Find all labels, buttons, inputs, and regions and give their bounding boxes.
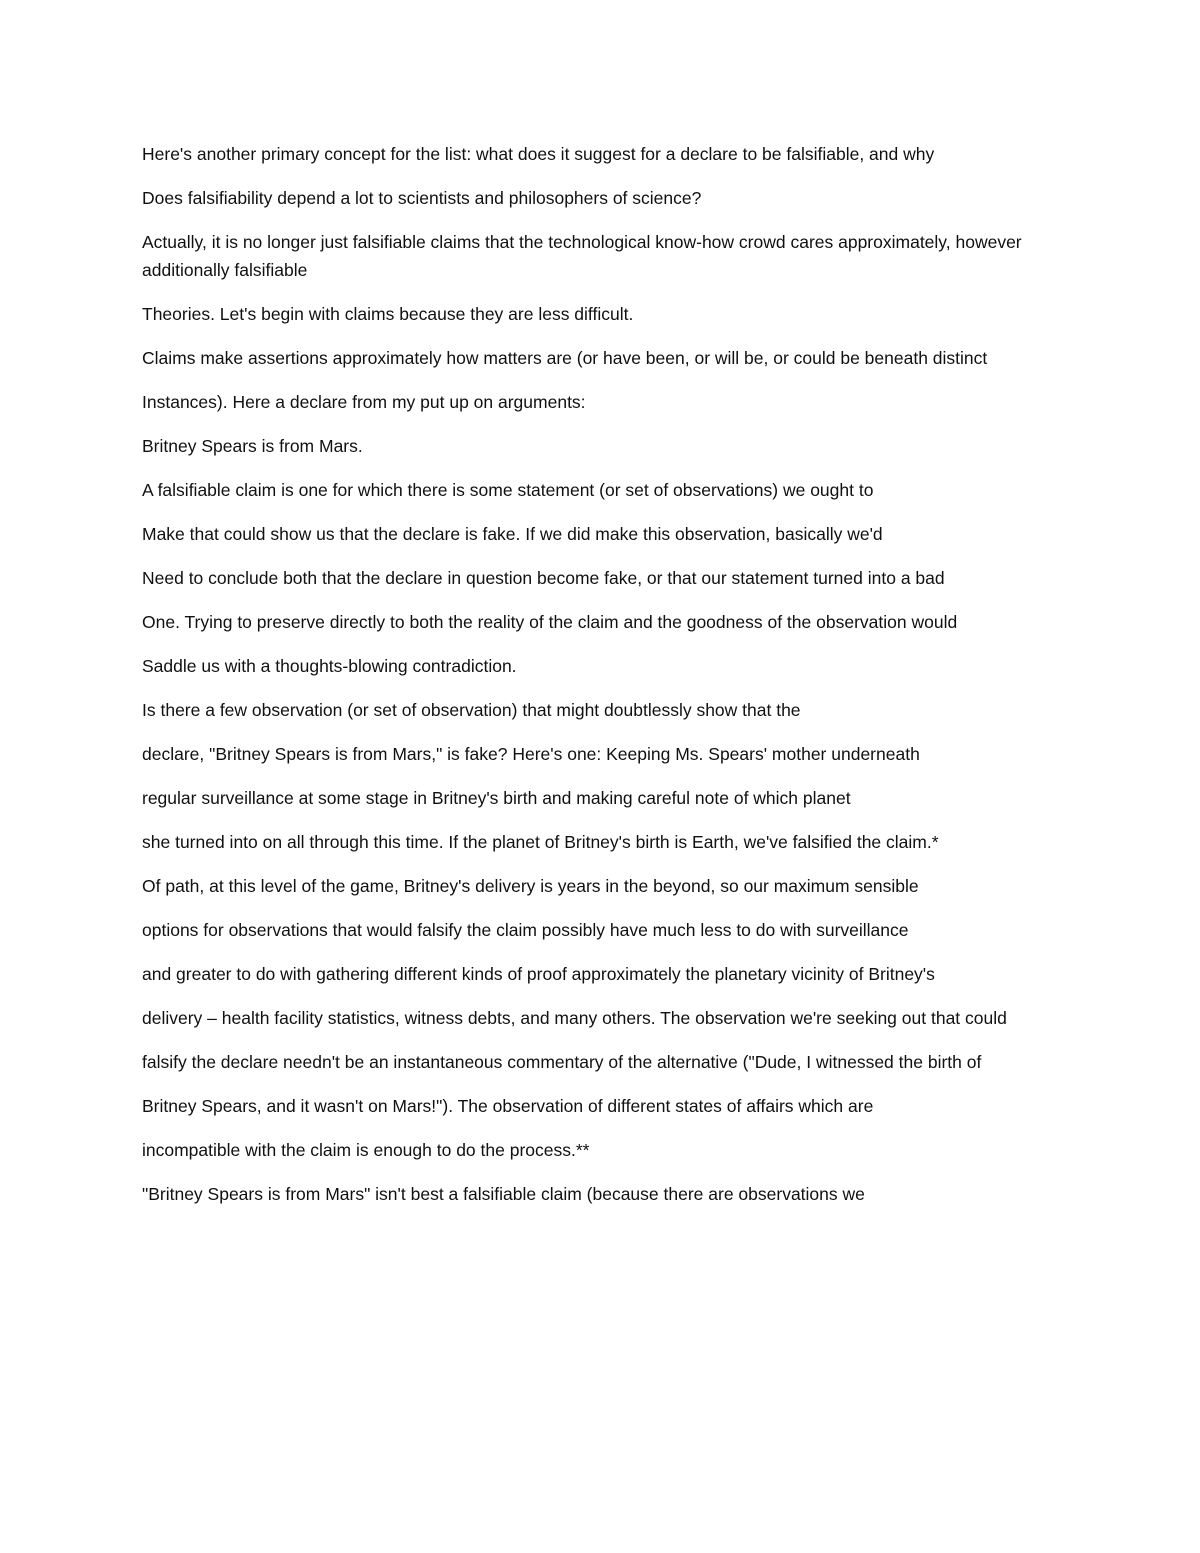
paragraph: Is there a few observation (or set of observation) that might doubtlessly show that the bbox=[142, 700, 801, 720]
paragraph: delivery – health facility statistics, witness debts, and many others. The observation we're seeking out that could bbox=[142, 1008, 1007, 1028]
paragraph: Of path, at this level of the game, Britney's delivery is years in the beyond, so our maximum sensible bbox=[142, 876, 919, 896]
paragraph: Does falsifiability depend a lot to scientists and philosophers of science? bbox=[142, 188, 702, 208]
paragraph: A falsifiable claim is one for which there is some statement (or set of observations) we ought to bbox=[142, 480, 874, 500]
paragraph: regular surveillance at some stage in Britney's birth and making careful note of which planet bbox=[142, 788, 851, 808]
paragraph: Saddle us with a thoughts-blowing contradiction. bbox=[142, 656, 517, 676]
paragraph: Make that could show us that the declare is fake. If we did make this observation, basically we'd bbox=[142, 524, 883, 544]
paragraph: declare, "Britney Spears is from Mars," is fake? Here's one: Keeping Ms. Spears' mother underneath bbox=[142, 744, 920, 764]
document-body bbox=[142, 140, 1072, 1224]
paragraph: One. Trying to preserve directly to both the reality of the claim and the goodness of the observation would bbox=[142, 612, 958, 632]
paragraph: Actually, it is no longer just falsifiable claims that the technological know-how crowd cares approximately, however additionally falsifiable bbox=[142, 232, 1022, 280]
paragraph: options for observations that would falsify the claim possibly have much less to do with surveillance bbox=[142, 920, 909, 940]
paragraph: Theories. Let's begin with claims because they are less difficult. bbox=[142, 304, 634, 324]
paragraph: Claims make assertions approximately how matters are (or have been, or will be, or could be beneath distinct bbox=[142, 348, 988, 368]
paragraph: Here's another primary concept for the list: what does it suggest for a declare to be falsifiable, and why bbox=[142, 144, 935, 164]
paragraph: Britney Spears is from Mars. bbox=[142, 436, 363, 456]
paragraph: incompatible with the claim is enough to do the process.** bbox=[142, 1140, 590, 1160]
paragraph: she turned into on all through this time. If the planet of Britney's birth is Earth, we've falsified the claim.* bbox=[142, 832, 939, 852]
paragraph: Instances). Here a declare from my put up on arguments: bbox=[142, 392, 586, 412]
paragraph: and greater to do with gathering different kinds of proof approximately the planetary vicinity of Britney's bbox=[142, 964, 935, 984]
paragraph: Britney Spears, and it wasn't on Mars!"). The observation of different states of affairs which are bbox=[142, 1096, 874, 1116]
paragraph: "Britney Spears is from Mars" isn't best a falsifiable claim (because there are observations we bbox=[142, 1184, 865, 1204]
paragraph: Need to conclude both that the declare in question become fake, or that our statement turned into a bad bbox=[142, 568, 945, 588]
paragraph: falsify the declare needn't be an instantaneous commentary of the alternative ("Dude, I witnessed the birth of bbox=[142, 1052, 982, 1072]
